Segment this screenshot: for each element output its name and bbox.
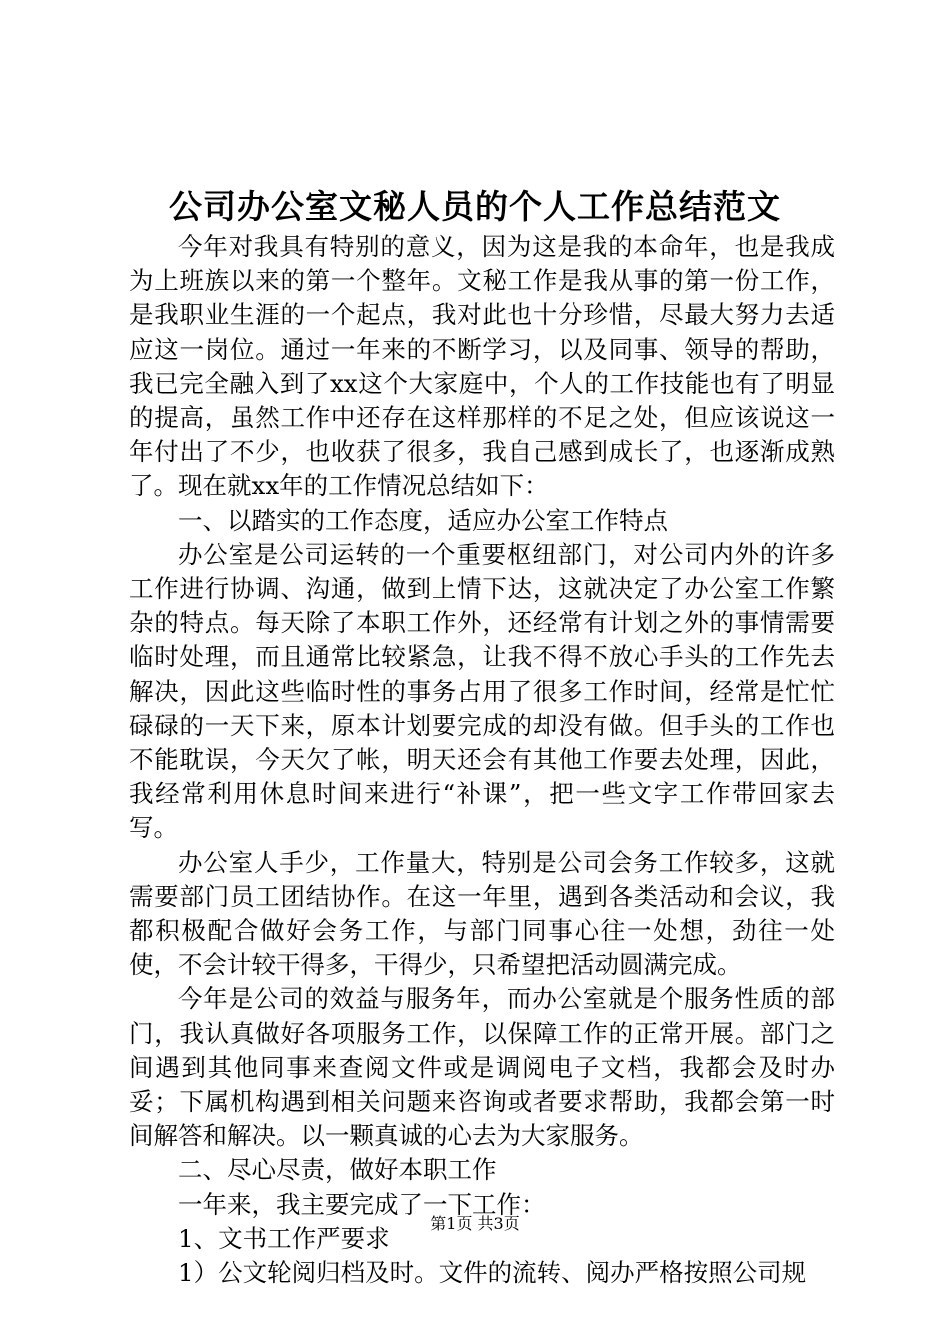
- document-title: 公司办公室文秘人员的个人工作总结范文: [169, 187, 781, 226]
- paragraph-teamwork: 办公室人手少，工作量大，特别是公司会务工作较多，这就需要部门员工团结协作。在这一年里，遇到各类活动和会议，我都积极配合做好会务工作，与部门同事心往一处想，劲往一处使，不会计较干得多，干得少，只希望把活动圆满完成。: [129, 847, 835, 980]
- paragraph-office-hub: 办公室是公司运转的一个重要枢纽部门，对公司内外的许多工作进行协调、沟通，做到上情下达，这就决定了办公室工作繁杂的特点。每天除了本职工作外，还经常有计划之外的事情需要临时处理，而且通常比较紧急，让我不得不放心手头的工作先去解决，因此这些临时性的事务占用了很多工作时间，经常是忙忙碌碌的一天下来，原本计划要完成的却没有做。但手头的工作也不能耽误，今天欠了帐，明天还会有其他工作要去处理，因此，我经常利用休息时间来进行“补课”，把一些文字工作带回家去写。: [129, 539, 835, 843]
- paragraph-archive: 1）公文轮阅归档及时。文件的流转、阅办严格按照公司规: [178, 1258, 807, 1288]
- page-footer: 第1页 共3页: [430, 1214, 520, 1233]
- paragraph-intro: 今年对我具有特别的意义，因为这是我的本命年，也是我成为上班族以来的第一个整年。文秘工作是我从事的第一份工作，是我职业生涯的一个起点，我对此也十分珍惜，尽最大努力去适应这一岗位。通过一年来的不断学习，以及同事、领导的帮助，我已完全融入到了xx这个大家庭中，个人的工作技能也有了明显的提高，虽然工作中还存在这样那样的不足之处，但应该说这一年付出了不少，也收获了很多，我自己感到成长了，也逐渐成熟了。现在就xx年的工作情况总结如下：: [129, 232, 835, 501]
- subheading-document-work: 1、文书工作严要求: [178, 1223, 390, 1253]
- section-heading-2: 二、尽心尽责，做好本职工作: [178, 1155, 497, 1185]
- paragraph-work-list-intro: 一年来，我主要完成了一下工作：: [178, 1189, 546, 1219]
- section-heading-1: 一、以踏实的工作态度，适应办公室工作特点: [178, 505, 668, 535]
- paragraph-service: 今年是公司的效益与服务年，而办公室就是个服务性质的部门，我认真做好各项服务工作，以保障工作的正常开展。部门之间遇到其他同事来查阅文件或是调阅电子文档，我都会及时办妥；下属机构遇到相关问题来咨询或者要求帮助，我都会第一时间解答和解决。以一颗真诚的心去为大家服务。: [129, 984, 835, 1151]
- document-body: [129, 230, 835, 1290]
